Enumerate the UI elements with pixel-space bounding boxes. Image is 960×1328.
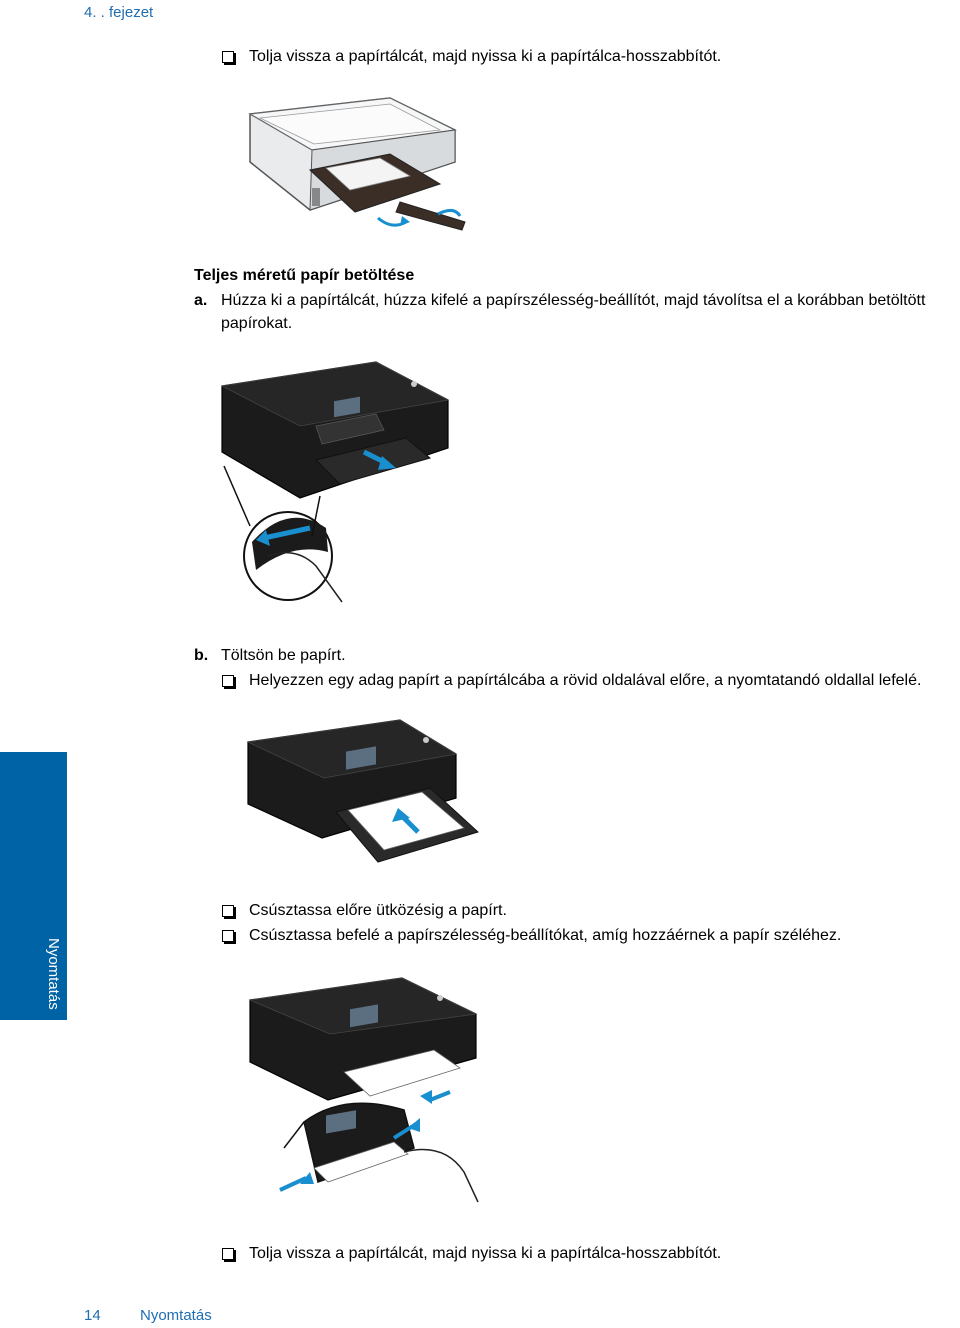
- step-b-marker: b.: [194, 647, 209, 664]
- printer-illustration-load-paper: [242, 714, 482, 864]
- printer-illustration-adjust-guides: [244, 972, 484, 1208]
- footer-section: Nyomtatás: [140, 1307, 212, 1324]
- section-heading: Teljes méretű papír betöltése: [194, 267, 415, 284]
- chapter-header: 4. . fejezet: [84, 4, 154, 21]
- bullet-slide-paper: Csúsztassa előre ütközésig a papírt.: [249, 902, 507, 919]
- checkbox-icon: [222, 930, 234, 942]
- checkbox-icon: [222, 51, 234, 63]
- printer-illustration-extend-tray: [240, 92, 480, 242]
- checkbox-icon: [222, 675, 234, 687]
- page-number: 14: [84, 1307, 101, 1324]
- bullet-place-paper: Helyezzen egy adag papírt a papírtálcába a rövid oldalával előre, a nyomtatandó oldallal lefelé.: [249, 672, 922, 689]
- step-a-text-line1: Húzza ki a papírtálcát, húzza kifelé a papírszélesség-beállítót, majd távolítsa el a korábban betöltött: [221, 292, 926, 309]
- checkbox-icon: [222, 1248, 234, 1260]
- checkbox-icon: [222, 905, 234, 917]
- step-a-marker: a.: [194, 292, 208, 309]
- bullet-push-back-tray: Tolja vissza a papírtálcát, majd nyissa ki a papírtálca-hosszabbítót.: [249, 48, 722, 65]
- bullet-slide-guides: Csúsztassa befelé a papírszélesség-beállítókat, amíg hozzáérnek a papír széléhez.: [249, 927, 842, 944]
- side-tab-label: Nyomtatás: [45, 938, 62, 1010]
- step-b-text: Töltsön be papírt.: [221, 647, 346, 664]
- printer-illustration-pull-tray: [216, 356, 456, 612]
- step-a-text-line2: papírokat.: [221, 315, 293, 332]
- bullet-push-back-tray-bottom: Tolja vissza a papírtálcát, majd nyissa ki a papírtálca-hosszabbítót.: [249, 1245, 722, 1262]
